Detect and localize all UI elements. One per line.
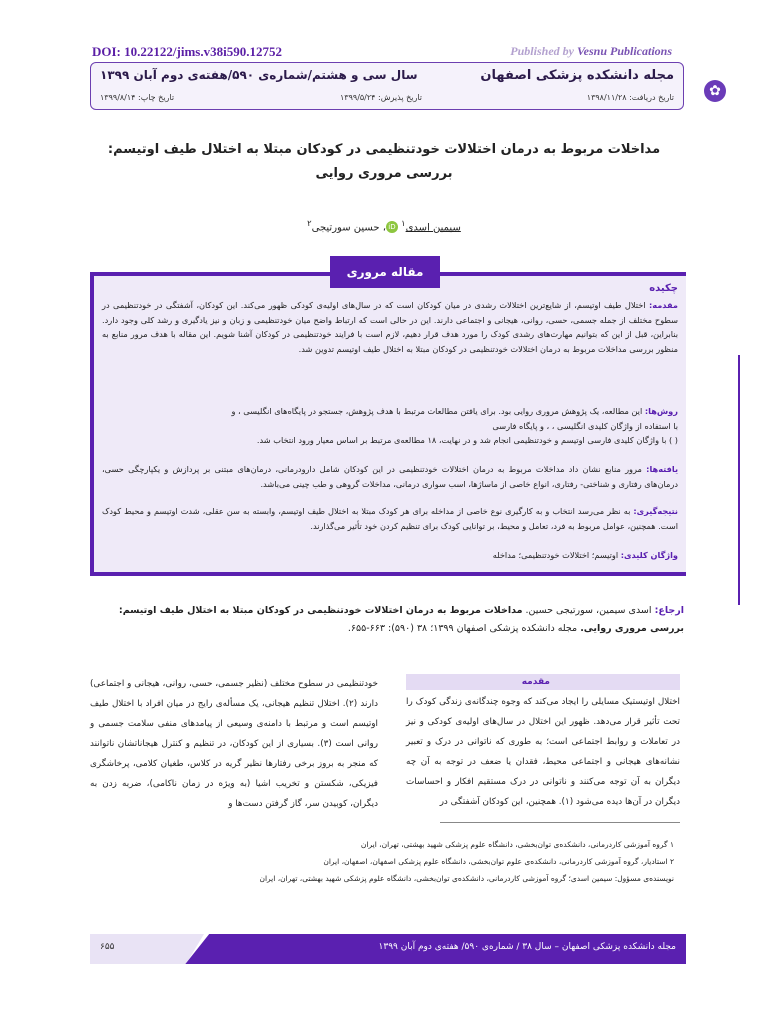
- introduction-heading: مقدمه: [406, 674, 680, 690]
- footnote-1: ۱ گروه آموزشی کاردرمانی، دانشکده‌ی توان‌بخشی، دانشگاه علوم پزشکی شهید بهشتی، تهران، ایران: [360, 840, 674, 849]
- journal-volume: سال سی و هشتم/شماره‌ی ۵۹۰/هفته‌ی دوم آبان ۱۳۹۹: [100, 68, 418, 82]
- introduction-column-left: خودتنظیمی در سطوح مختلف (نظیر جسمی، حسی، روانی، هیجانی و اجتماعی) دارند (۲). اختلال تنظیم هیجانی، یک مسأله‌ی رایج در میان افراد با اختلال طیف اوتیسم است و مرتبط با دامنه‌ی وسیعی از پیامدهای منفی سلامت جسمی و روانی است (۳). بسیاری از این کودکان، در تنظیم و کنترل هیجاناتشان ناتوانند که منجر به بروز برخی رفتارها نظیر گریه در کلاس، طغیان کلامی، پرخاشگری فیزیکی، شکستن و تخریب اشیا (به ویژه در زمان ناکامی)، ضربه زدن به دیگران، کوبیدن سر، گاز گرفتن دست‌ها و: [90, 679, 379, 809]
- authors: [0, 218, 768, 233]
- orcid-icon[interactable]: iD: [386, 221, 398, 233]
- article-title-line-1: مداخلات مربوط به درمان اختلالات خودتنظیمی در کودکان مبتلا به اختلال طیف اوتیسم:: [107, 142, 661, 157]
- abstract-introduction: مقدمه: اختلال طیف اوتیسم، از شایع‌ترین اختلالات رشدی در میان کودکان است که در سال‌های اولیه‌ی کودکی ظهور می‌کند. این کودکان، آشفتگی در خودتنظیمی در سطوح مختلف از جمله جسمی، حسی، روانی، هیجانی و اجتماعی دارند. این در حالی است که ارتباط واضح میان خودتنظیمی و زبان و نیز یادگیری و رشد کلی وجود دارد. بنابراین، قبل از این که بتوانیم مهارت‌های رشدی کودک را مورد هدف قرار دهیم، لازم است با فرایند خودتنظیمی در کودکان آشنا شویم. این مقاله با هدف مرور منابع به منظور بررسی مداخلات مربوط به درمان اختلالات خودتنظیمی در کودکان مبتلا به اختلال طیف اوتیسم تدوین شد.: [102, 300, 679, 354]
- page-number: ۶۵۵: [100, 942, 115, 952]
- journal-logo-icon: ✿: [704, 80, 726, 102]
- abstract-methods: روش‌ها: این مطالعه، یک پژوهش مروری روایی بود. برای یافتن مطالعات مرتبط با هدف پژوهش، جستجو در پایگاه‌های انگلیسی ، و با استفاده از واژگان کلیدی انگلیسی ، ، و پایگاه فارسی ( ) با واژگان کلیدی فارسی اوتیسم و خودتنظیمی انجام شد و در نهایت، ۱۸ مطالعه‌ی مرتبط بر اساس معیار ورود انتخاب شد.: [231, 406, 678, 445]
- accepted-date: تاریخ پذیرش: ۱۳۹۹/۵/۲۴: [340, 93, 422, 102]
- article-title-line-2: بررسی مروری روایی: [315, 166, 453, 181]
- footnote-rule: [440, 822, 680, 823]
- footer-journal-info: مجله دانشکده پزشکی اصفهان – سال ۳۸ / شماره‌ی ۵۹۰/ هفته‌ی دوم آبان ۱۳۹۹: [378, 942, 676, 952]
- side-rule: [738, 355, 740, 605]
- author-2-affiliation: ۲: [307, 218, 312, 228]
- author-separator: ،: [382, 222, 386, 234]
- published-by-label: Published by: [510, 44, 574, 58]
- corresponding-author: نویسنده‌ی مسؤول: سیمین اسدی؛ گروه آموزشی کاردرمانی، دانشکده‌ی توان‌بخشی، دانشگاه علوم پزشکی شهید بهشتی، تهران، ایران: [259, 874, 674, 883]
- abstract-conclusion: نتیجه‌گیری: به نظر می‌رسد انتخاب و به کارگیری نوع خاصی از مداخله برای هر کودک مبتلا به اختلال طیف اوتیسم، وابسته به سن عقلی، شدت اوتیسم و محیط کودک است. همچنین، عوامل مربوط به فرد، تعامل و محیط، بر توانایی کودک برای تنظیم کردن خود تأثیر می‌گذارند.: [102, 506, 678, 531]
- author-1-affiliation: ۱: [401, 218, 406, 228]
- author-1[interactable]: سیمین اسدی: [405, 222, 461, 234]
- author-2: حسین سورتیجی: [311, 222, 380, 234]
- abstract-findings: یافته‌ها: مرور منابع نشان داد مداخلات مربوط به درمان اختلالات خودتنظیمی در این کودکان شامل دارودرمانی، درمان‌های مبتنی بر پردازش و یکپارچگی حسی، درمان‌های رفتاری و شناختی- رفتاری، انواع خاصی از ماساژها، اسب سواری درمانی، مداخلات گروهی و طب چینی می‌باشد.: [102, 464, 679, 489]
- abstract-box: [90, 276, 686, 576]
- journal-name: مجله دانشکده پزشکی اصفهان: [480, 68, 674, 83]
- doi[interactable]: DOI: 10.22122/jims.v38i590.12752: [92, 44, 282, 59]
- abstract-keywords: واژگان کلیدی: اوتیسم؛ اختلالات خودتنظیمی؛ مداخله: [492, 550, 678, 560]
- publisher-name: Vesnu Publications: [576, 44, 672, 58]
- abstract-heading: چکیده: [649, 283, 678, 294]
- print-date: تاریخ چاپ: ۱۳۹۹/۸/۱۴: [100, 93, 175, 102]
- article-type-badge: مقاله مروری: [330, 256, 440, 288]
- introduction-column-right: اختلال اوتیستیک مسایلی را ایجاد می‌کند که وجوه چندگانه‌ی زندگی کودک را تحت تأثیر قرار می‌دهد. ظهور این اختلال در سال‌های اولیه‌ی کودکی و نیز در تعاملات و روابط اجتماعی است؛ به طوری که ناتوانی در درک و تعبیر نشانه‌های هیجانی و اجتماعی محیط، فقدان یا ضعف در توجه به آن چه دیگران به آن توجه می‌کنند و ناتوانی در درک مستقیم افکار و احساسات دیگران در آن‌ها دیده می‌شود (۱). همچنین، این کودکان آشفتگی در: [406, 697, 680, 807]
- footnote-2: ۲ استادیار، گروه آموزشی کاردرمانی، دانشکده‌ی علوم توان‌بخشی، دانشگاه علوم پزشکی اصفهان، اصفهان، ایران: [323, 857, 674, 866]
- received-date: تاریخ دریافت: ۱۳۹۸/۱۱/۲۸: [586, 93, 674, 102]
- publisher-credit: [510, 44, 672, 59]
- citation: ارجاع: اسدی سیمین، سورتیجی حسین. مداخلات مربوط به درمان اختلالات خودتنظیمی در کودکان مبتلا به اختلال طیف اوتیسم: بررسی مروری روایی. مجله دانشکده پزشکی اصفهان ۱۳۹۹؛ ۳۸ (۵۹۰): ۶۶۳-۶۵۵.: [118, 605, 684, 634]
- footnotes: [259, 836, 674, 887]
